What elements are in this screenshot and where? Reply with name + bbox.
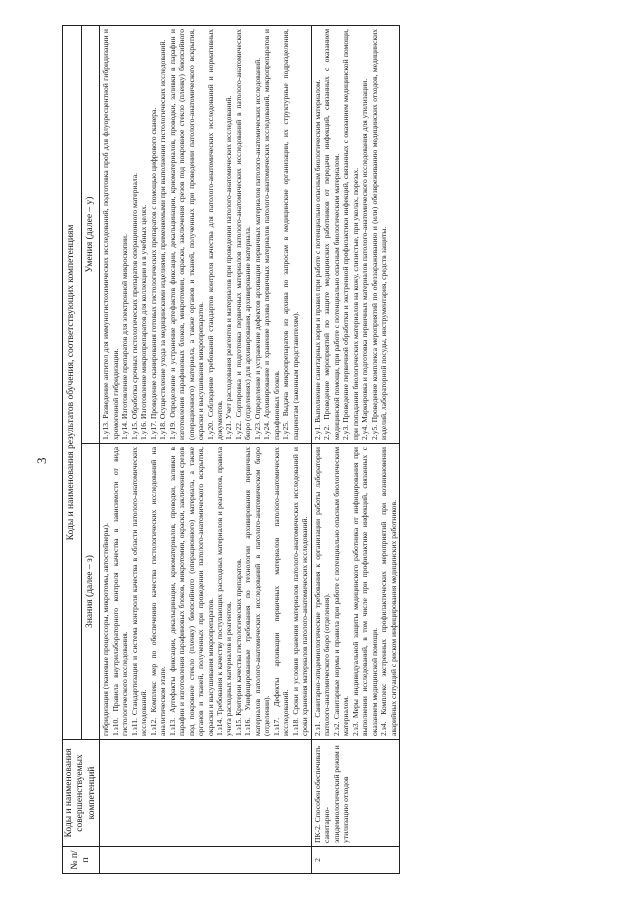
skill-item: 1.у16. Изготовление микропрепаратов для коллекции и в учебных целях.: [139, 204, 149, 440]
skill-item: 1.у15. Обработка срочных гистологических препаратов операционного материала.: [129, 173, 139, 440]
skill-item: 2.у4. Маркировка и подготовка первичных материалов патолого-анатомического исследования для утилизации.: [360, 78, 370, 440]
skills-cell: [100, 26, 312, 444]
skills-cell: [311, 26, 399, 444]
row-number-cell: 2: [311, 847, 399, 874]
page-number: 3: [34, 457, 49, 464]
knowledge-cell: [100, 444, 312, 740]
knowledge-item: 1.з17. Дефекты архивации первичных материалов патолого-анатомических исследований.: [271, 447, 291, 736]
knowledge-item: 1.з13. Артефакты фиксации, декальцинации, криоматериалов, проводки, заливки в парафин и изготовления парафиновых блоков, микротомии, окраски, заключения срезов под покровное стекло (пленку) биопсийного (операционного) материала, а также органов и тканей, полученных при проведении патолого-анатомического вскрытия, окраски и высушивания микропрепаратов.: [167, 447, 215, 736]
knowledge-cell: [311, 444, 399, 740]
skill-item: 1.у13. Разведение антител для иммуногистохимических исследований, подготовка проб для флуоресцентной гибридизации и хромогенной гибридизации.: [101, 29, 120, 440]
knowledge-item: 1.з10. Правила внутрилабораторного контроля качества в зависимости от вида гистологического исследования.: [110, 447, 130, 736]
header-num: № п/п: [63, 847, 100, 874]
skill-item: 1.у23. Определение и устранение дефектов архивации первичных материалов патолого-анатомических исследований.: [252, 57, 262, 440]
skill-item: 1.у24. Архивирование и хранение архива первичных материалов патолого-анатомических исследований, микропрепаратов и парафиновых блоков.: [262, 29, 281, 440]
knowledge-item: 1.з14. Требования к качеству поступающих расходных материалов и реагентов, правила учета расходных материалов и реагентов.: [214, 447, 234, 736]
skill-item: 1.у22. Сортировка и подготовка первичных материалов патолого-анатомических исследований в патолого-анатомических бюро (отделениях) для архивирования, архивирование материала.: [233, 29, 253, 440]
knowledge-item: 1.з16. Унифицированные требования по технологии архивирования первичных материалов патолого-анатомических исследований в патолого-анатомическом бюро (отделении).: [243, 447, 272, 736]
skill-item: 1.у25. Выдача микропрепаратов из архива по запросам в медицинские организации, их структурные подразделения, пациентам (законным представителям).: [281, 29, 300, 440]
knowledge-item: 2.з2. Санитарные нормы и правила при работе с потенциально опасным биологическим материалом.: [331, 447, 351, 736]
competence-cell: ПК-2. Способен обеспечивать санитарно-эпидемиологический режим и утилизацию отходов: [311, 740, 399, 847]
skill-item: 2.у1. Выполнение санитарных норм и правил при работе с потенциально опасным биологическим материалом.: [312, 79, 322, 440]
header-results-group: Коды и наименования результатов обучения, соответствующих компетенциям: [63, 26, 82, 740]
skill-item: 2.у5. Проведение комплекса мероприятий по обеззараживанию и (или) обезвреживанию медицинских отходов, медицинских изделий, лабораторной посуды, инструментария, средств защиты.: [369, 29, 389, 440]
knowledge-item: гибридизация (тканевые процессоры, микротомы, автостейнеры).: [101, 523, 111, 736]
knowledge-item: 2.з4. Комплекс экстренных профилактических мероприятий при возникновении аварийных ситуаций с риском инфицирования медицинских работников.: [379, 447, 398, 736]
skill-item: 1.у14. Изготовление препаратов для электронной микроскопии.: [120, 234, 130, 440]
row-number-cell: [100, 847, 312, 874]
table-body: [100, 26, 400, 874]
skill-item: 1.у18. Осуществление ухода за медицинскими изделиями, применяемыми при выполнении гистологических исследований.: [158, 39, 168, 440]
knowledge-item: 1.з11. Стандартизация и система контроля качества в области патолого-анатомических исследований.: [129, 447, 149, 736]
table-header: [63, 26, 100, 874]
knowledge-item: 1.з12. Комплекс мер по обеспечению качества гистологических исследований на аналитическом этапе.: [148, 447, 168, 736]
header-knowledge: Знания (далее – з): [81, 444, 100, 740]
skill-item: 1.у21. Учет расходования реагентов и материалов при проведении патолого-анатомических исследований.: [224, 95, 234, 440]
skill-item: 1.у17. Проведение сканирования готовых гистологических препаратов с помощью цифрового сканера.: [148, 107, 158, 440]
table-row: [311, 26, 399, 874]
knowledge-item: 1.з18. Сроки и условия хранения материалов патолого-анатомических исследований и сроки хранения материалов патолого-анатомических исследований.: [290, 447, 310, 736]
table-row: [100, 26, 312, 874]
skill-item: 1.у19. Определение и устранение артефактов фиксации, декальцинации, криоматериалов, проводки, заливки в парафин и изготовления парафиновых блоков, микротомии, окраски, заключения срезов под покровное стекло (пленку) биопсийного (операционного) материала, а также органов и тканей, полученных при проведении патолого-анатомического вскрытия, окраски и высушивания микропрепаратов.: [167, 29, 206, 440]
skill-item: 1.у20. Соблюдение требований стандартов контроля качества для патолого-анатомических исследований и нормативных документов.: [205, 29, 224, 440]
knowledge-item: 2.з1. Санитарно-эпидемиологические требования к организации работы лаборатории патолого-анатомического бюро (отделения).: [312, 447, 332, 736]
header-skills: Умения (далее – у): [81, 26, 100, 444]
competence-cell: [100, 740, 312, 847]
header-competence-codes: Коды и наименования совершенствуемых компетенций: [63, 740, 100, 847]
competence-table: [62, 25, 400, 874]
skill-item: 2.у2. Проведение мероприятий по защите медицинских работников от передачи инфекций, связанных с оказанием медицинской помощи, при работе с потенциально опасным биологическим материалом.: [322, 29, 341, 440]
skill-item: 2.у3. Проведение первичной обработки и экстренной профилактики инфекций, связанных с оказанием медицинской помощи, при попадании биологических материалов на кожу, слизистые, при уколах, порезах.: [341, 29, 360, 440]
knowledge-item: 2.з3. Меры индивидуальной защиты медицинского работника от инфицирования при выполнении исследований, в том числе при профилактике инфекций, связанных с оказанием медицинской помощи.: [350, 447, 379, 736]
knowledge-item: 1.з15. Критерии качества гистологических препаратов.: [233, 558, 243, 736]
